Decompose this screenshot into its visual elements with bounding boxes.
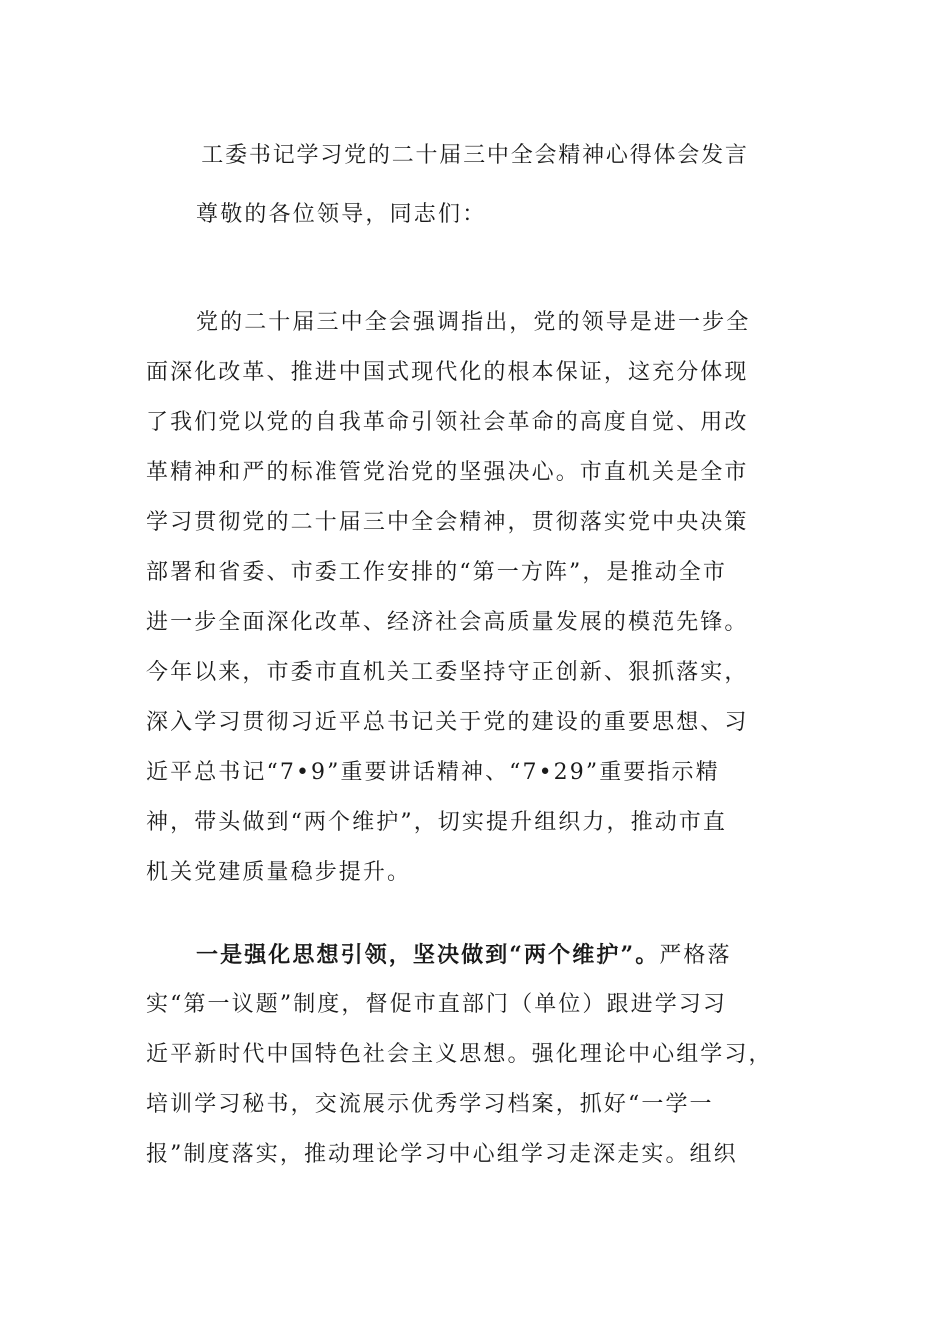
document-title: 工委书记学习党的二十届三中全会精神心得体会发言 <box>201 143 749 168</box>
text-line: 进一步全面深化改革、经济社会高质量发展的模范先锋。 <box>146 610 749 635</box>
text-line: 深入学习贯彻习近平总书记关于党的建设的重要思想、习 <box>146 710 749 735</box>
text-line: 党的二十届三中全会强调指出，党的领导是进一步全 <box>196 310 751 335</box>
salutation: 尊敬的各位领导，同志们： <box>196 202 487 227</box>
text-line: 近平新时代中国特色社会主义思想。强化理论中心组学习， <box>146 1042 773 1067</box>
text-fragment: 严格落 <box>659 943 732 968</box>
text-line: 学习贯彻党的二十届三中全会精神，贯彻落实党中央决策 <box>146 510 749 535</box>
section-heading: 一是强化思想引领，坚决做到“两个维护”。 <box>196 942 660 968</box>
text-line: 近平总书记“7•9”重要讲话精神、“7•29”重要指示精 <box>146 760 720 785</box>
text-line: 部署和省委、市委工作安排的“第一方阵”，是推动全市 <box>146 560 727 585</box>
text-line-with-heading <box>146 930 806 980</box>
paragraph-1 <box>146 298 806 898</box>
text-line: 实“第一议题”制度，督促市直部门（单位）跟进学习习 <box>146 992 727 1017</box>
text-line: 今年以来，市委市直机关工委坚持守正创新、狠抓落实， <box>146 660 749 685</box>
text-line: 革精神和严的标准管党治党的坚强决心。市直机关是全市 <box>146 460 749 485</box>
text-line: 神，带头做到“两个维护”，切实提升组织力，推动市直 <box>146 810 727 835</box>
text-line: 报”制度落实，推动理论学习中心组学习走深走实。组织 <box>146 1142 738 1167</box>
text-line: 机关党建质量稳步提升。 <box>146 860 412 885</box>
text-line: 培训学习秘书，交流展示优秀学习档案，抓好“一学一 <box>146 1092 714 1117</box>
paragraph-2 <box>146 930 806 1180</box>
text-line: 面深化改革、推进中国式现代化的根本保证，这充分体现 <box>146 360 749 385</box>
text-line: 了我们党以党的自我革命引领社会革命的高度自觉、用改 <box>146 410 749 435</box>
